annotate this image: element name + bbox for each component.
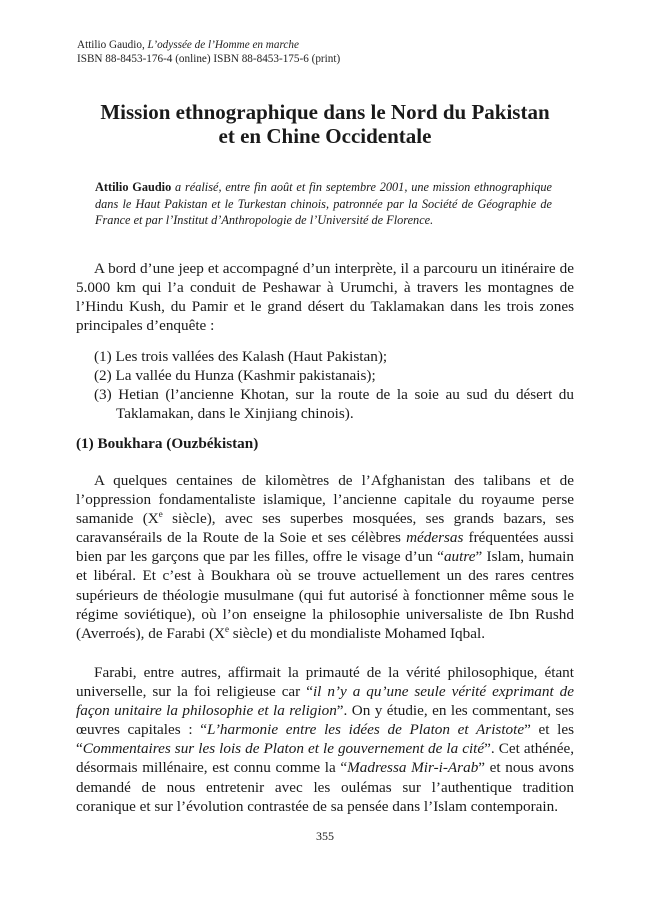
text-run: ” Islam, humain et libéral. Et c’est à Boukhara où se trouve actuellement un des rares centres supérieurs de théologie musulmane (qui fut autorisé à fonctionner même sous le régime soviétique), où l’on enseigne la philosophie universaliste de Ibn Rushd (Averroés), de Farabi (X: [76, 548, 574, 642]
italic-quote: il n’y a qu’une seule vérité exprimant de façon unitaire la philosophie et la religion: [76, 683, 574, 720]
text-run: A quelques centaines de kilomètres de l’Afghanistan des talibans et de l’oppression fondamentaliste islamique, l’ancienne capitale du royaume perse samanide (X: [76, 472, 574, 528]
italic-title: L’harmonie entre les idées de Platon et Aristote: [206, 721, 525, 739]
paragraph-boukhara: [76, 471, 574, 643]
text-run: Farabi, entre autres, affirmait la primauté de la vérité philosophique, étant universelle, sur la foi religieuse car “: [76, 664, 574, 701]
superscript: e: [158, 509, 163, 520]
text-run: ”. Cet athénée, désormais millénaire, est connu comme la “: [76, 740, 575, 777]
italic-title: Commentaires sur les lois de Platon et le gouvernement de la cité: [82, 740, 485, 758]
running-head-author: Attilio Gaudio,: [77, 39, 148, 51]
italic-term: autre: [443, 548, 476, 566]
text-run: ” et les “: [76, 721, 574, 758]
abstract-author: Attilio Gaudio: [95, 180, 172, 194]
article-title-line-2: et en Chine Occidentale: [218, 124, 432, 148]
abstract-text: a réalisé, entre fin août et fin septembre 2001, une mission ethnographique dans le Haut Pakistan et le Turkestan chinois, patronnée par la Société de Géographie de France et par l’Institut d’Anthropologie de l’Université de Florence.: [95, 180, 553, 228]
running-head: [77, 38, 340, 66]
list-item: (1) Les trois vallées des Kalash (Haut Pakistan);: [94, 348, 388, 365]
paragraph-farabi: [76, 663, 574, 816]
text-run: ”. On y étudie, en les commentant, ses œuvres capitales : “: [76, 702, 574, 739]
article-title: [60, 100, 590, 148]
italic-name: Madressa Mir-i-Arab: [347, 759, 479, 777]
running-head-citation: [77, 38, 340, 52]
text-run: siècle), avec ses superbes mosquées, ses grands bazars, ses caravansérails de la Route de la Soie et ses célèbres: [76, 510, 574, 547]
list-item: (3) Hetian (l’ancienne Khotan, sur la route de la soie au sud du désert du Taklamakan, dans le Xinjiang chinois).: [94, 386, 574, 423]
text-run: fréquentées aussi bien par les garçons que par les filles, offre le visage d’un “: [76, 529, 574, 566]
zones-list: [94, 347, 574, 423]
list-item: (2) La vallée du Hunza (Kashmir pakistanais);: [94, 367, 376, 385]
intro-paragraph: A bord d’une jeep et accompagné d’un interprète, il a parcouru un itinéraire de 5.000 km qui l’a conduit de Peshawar à Urumchi, à travers les montagnes de l’Hindu Kush, du Pamir et le grand désert du Taklamakan dans les trois zones principales d’enquête :: [76, 260, 574, 335]
text-run: siècle) et du mondialiste Mohamed Iqbal.: [229, 624, 486, 642]
running-head-book-title: L’odyssée de l’Homme en marche: [147, 39, 299, 51]
running-head-isbn: ISBN 88-8453-176-4 (online) ISBN 88-8453-175-6 (print): [77, 53, 341, 65]
superscript: e: [225, 623, 229, 634]
text-run: ” et nous avons demandé de nous entretenir avec les oulémas sur l’authentique tradition coranique et sur l’évolution contrastée de sa pensée dans l’Islam contemporain.: [76, 759, 575, 815]
article-title-line-1: Mission ethnographique dans le Nord du Pakistan: [100, 100, 550, 124]
section-heading: (1) Boukhara (Ouzbékistan): [76, 435, 259, 452]
page-number: 355: [316, 829, 334, 843]
abstract: [95, 179, 552, 229]
italic-term: médersas: [406, 529, 464, 547]
